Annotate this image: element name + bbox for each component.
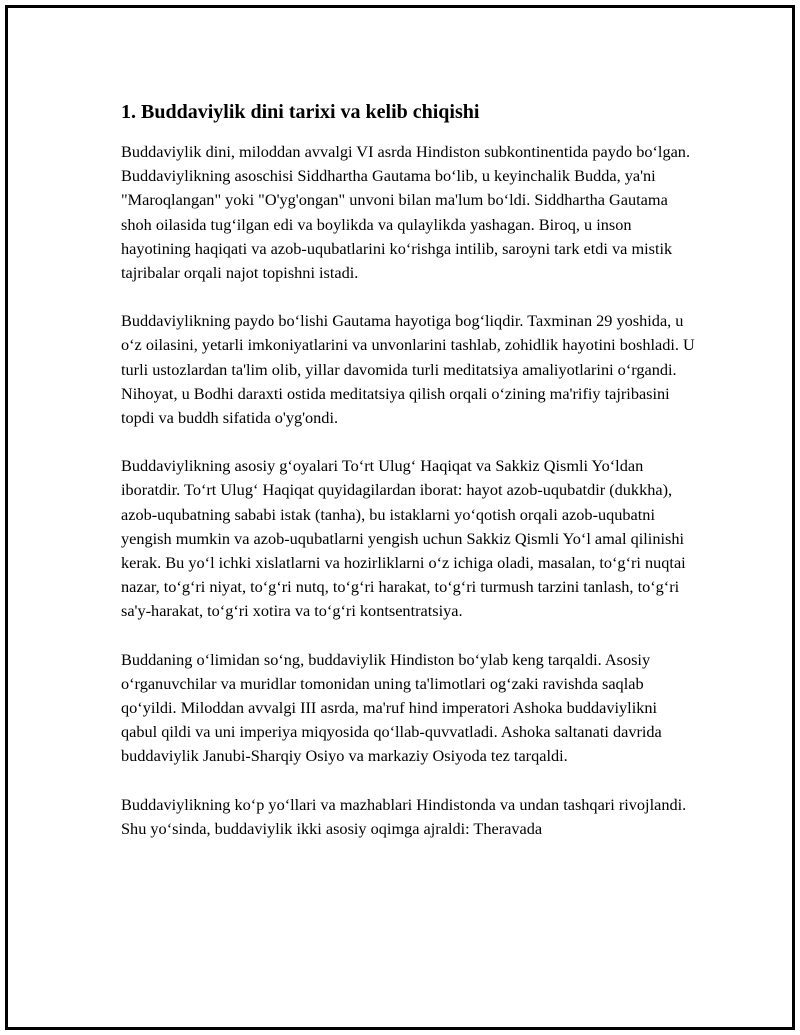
paragraph-4: Buddaning o‘limidan so‘ng, buddaviylik Hindiston bo‘ylab keng tarqaldi. Asosiy o‘rganuvchilar va muridlar tomonidan uning ta'limotlari og‘zaki ravishda saqlab qo‘yildi. Miloddan avvalgi III asrda, ma'ruf hind imperatori Ashoka buddaviylikni qabul qildi va uni imperiya miqyosida qo‘llab-quvvatladi. Ashoka saltanati davrida buddaviylik Janubi-Sharqiy Osiyo va markaziy Osiyoda tez tarqaldi. (121, 649, 662, 766)
document-page (5, 5, 795, 1030)
paragraph-3: Buddaviylikning asosiy g‘oyalari To‘rt Ulug‘ Haqiqat va Sakkiz Qismli Yo‘ldan iboratdir. To‘rt Ulug‘ Haqiqat quyidagilardan iborat: hayot azob-uqubatdir (dukkha), azob-uqubatning sababi istak (tanha), bu istaklarni yo‘qotish orqali azob-uqubatni yengish mumkin va azob-uqubatlarni yengish uchun Sakkiz Qismli Yo‘l amal qilinishi kerak. Bu yo‘l ichki xislatlarni va hozirliklarni o‘z ichiga oladi, masalan, to‘g‘ri nuqtai nazar, to‘g‘ri niyat, to‘g‘ri nutq, to‘g‘ri harakat, to‘g‘ri turmush tarzini tanlash, to‘g‘ri sa'y-harakat, to‘g‘ri xotira va to‘g‘ri kontsentratsiya. (121, 456, 686, 621)
paragraph-2: Buddaviylikning paydo bo‘lishi Gautama hayotiga bog‘liqdir. Taxminan 29 yoshida, u o‘z oilasini, yetarli imkoniyatlarini va unvonlarini tashlab, zohidlik hayotini boshladi. U turli ustozlardan ta'lim olib, yillar davomida turli meditatsiya amaliyotlarini o‘rgandi. Nihoyat, u Bodhi daraxti ostida meditatsiya qilish orqali o‘zining ma'rifiy tajribasini topdi va buddh sifatida o'yg'ondi. (121, 311, 695, 428)
section-heading: 1. Buddaviylik dini tarixi va kelib chiqishi (121, 101, 480, 123)
document-body (121, 98, 696, 865)
paragraph-5: Buddaviylikning ko‘p yo‘llari va mazhablari Hindistonda va undan tashqari rivojlandi. Shu yo‘sinda, buddaviylik ikki asosiy oqimga ajraldi: Theravada (121, 794, 687, 838)
paragraph-1: Buddaviylik dini, miloddan avvalgi VI asrda Hindiston subkontinentida paydo bo‘lgan. Buddaviylikning asoschisi Siddhartha Gautama bo‘lib, u keyinchalik Budda, ya'ni "Maroqlangan" yoki "O'yg'ongan" unvoni bilan ma'lum bo‘ldi. Siddhartha Gautama shoh oilasida tug‘ilgan edi va boylikda va qulaylikda yashagan. Biroq, u inson hayotining haqiqati va azob-uqubatlarini ko‘rishga intilib, saroyni tark etdi va mistik tajribalar orqali najot topishni istadi. (121, 142, 691, 283)
